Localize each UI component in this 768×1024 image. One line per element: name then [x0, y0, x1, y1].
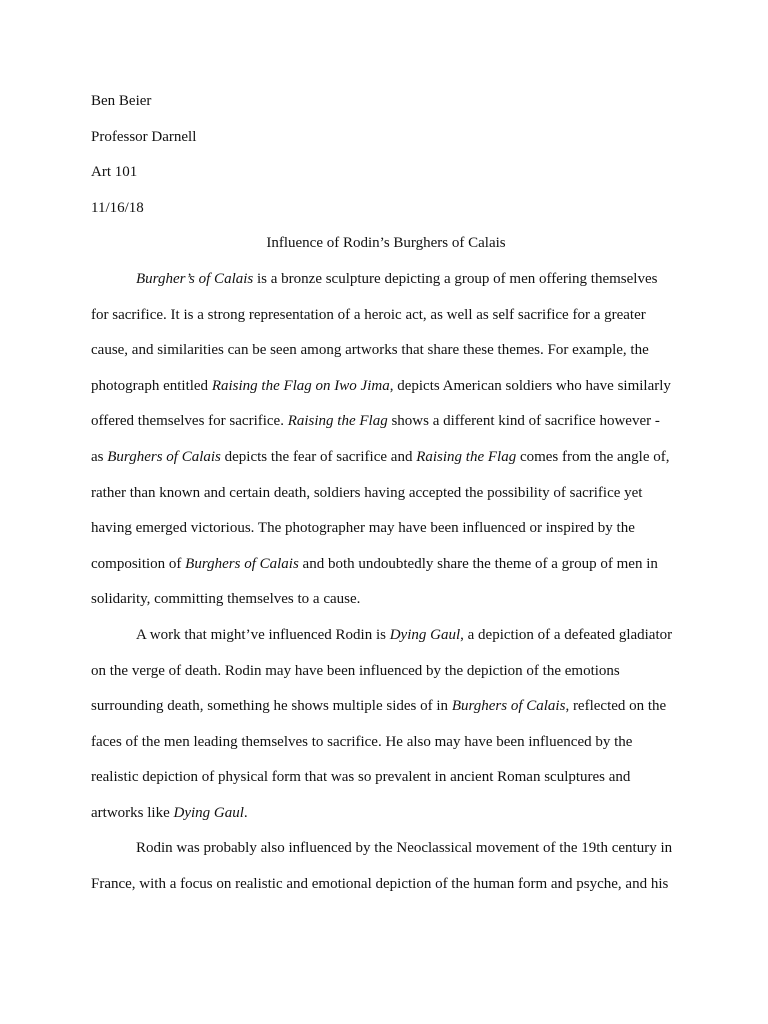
- italic-title: Raising the Flag: [416, 448, 517, 465]
- text-run: A work that might’ve influenced Rodin is: [136, 626, 390, 643]
- text-run: on the verge of death. Rodin may have been influenced by the depiction of the emotions: [91, 662, 620, 679]
- text-line: [91, 760, 681, 796]
- text-run: photograph entitled: [91, 377, 212, 394]
- text-run: surrounding death, something he shows multiple sides of in: [91, 698, 452, 715]
- text-line: [91, 867, 681, 903]
- text-run: solidarity, committing themselves to a cause.: [91, 591, 361, 608]
- author-name: Ben Beier: [91, 93, 152, 109]
- text-run: for sacrifice. It is a strong representation of a heroic act, as well as self sacrifice for a greater: [91, 306, 646, 323]
- italic-title: Burghers of Calais: [185, 555, 299, 572]
- text-run: having emerged victorious. The photographer may have been influenced or inspired by the: [91, 520, 635, 537]
- italic-title: Dying Gaul: [389, 626, 461, 643]
- text-run: composition of: [91, 555, 186, 572]
- text-line: [91, 547, 681, 583]
- paragraph: [91, 831, 681, 902]
- text-run: comes from the angle of,: [516, 448, 670, 465]
- document-title: Influence of Rodin’s Burghers of Calais: [266, 235, 506, 252]
- text-run: as: [91, 448, 108, 465]
- text-run: Rodin was probably also influenced by the Neoclassical movement of the 19th century in: [136, 840, 673, 857]
- text-run: depicts the fear of sacrifice and: [220, 448, 417, 465]
- italic-title: Burghers of Calais: [451, 698, 566, 715]
- text-line: [91, 582, 681, 618]
- text-run: artworks like: [91, 804, 174, 821]
- text-line: [91, 831, 681, 867]
- paragraph: [91, 262, 681, 618]
- professor-name: Professor Darnell: [91, 128, 197, 145]
- text-line: [91, 689, 681, 725]
- italic-title: Raising the Flag on Iwo Jima: [211, 377, 390, 394]
- italic-title: Raising the Flag: [287, 413, 388, 430]
- course-name: Art 101: [91, 164, 138, 181]
- text-run: faces of the men leading themselves to sacrifice. He also may have been influenced by the: [91, 733, 633, 750]
- document-date: 11/16/18: [91, 199, 144, 216]
- text-run: rather than known and certain death, soldiers having accepted the possibility of sacrifice yet: [91, 484, 643, 501]
- text-run: is a bronze sculpture depicting a group of men offering themselves: [253, 270, 658, 287]
- text-line: [91, 796, 681, 832]
- text-run: , depicts American soldiers who have similarly: [389, 377, 671, 394]
- text-run: France, with a focus on realistic and emotional depiction of the human form and psyche, and his: [91, 876, 669, 893]
- document-page: [91, 84, 681, 903]
- italic-title: Burghers of Calais: [107, 448, 221, 465]
- text-run: .: [243, 804, 248, 821]
- paragraph: [91, 618, 681, 832]
- text-line: [91, 440, 681, 476]
- text-run: offered themselves for sacrifice.: [91, 413, 288, 430]
- document-body: [91, 262, 681, 903]
- text-line: [91, 476, 681, 512]
- text-line: [91, 725, 681, 761]
- text-run: cause, and similarities can be seen among artworks that share these themes. For example, the: [91, 342, 649, 359]
- text-line: [91, 618, 681, 654]
- italic-title: Burgher’s of Calais: [136, 270, 254, 287]
- italic-title: Dying Gaul: [173, 804, 244, 821]
- text-line: [91, 333, 681, 369]
- text-line: [91, 262, 681, 298]
- text-line: [91, 404, 681, 440]
- text-line: [91, 511, 681, 547]
- text-line: [91, 369, 681, 405]
- text-run: shows a different kind of sacrifice however -: [387, 413, 660, 430]
- text-run: , reflected on the: [565, 698, 667, 715]
- text-run: , a depiction of a defeated gladiator: [460, 626, 673, 643]
- text-run: realistic depiction of physical form that was so prevalent in ancient Roman sculptures and: [91, 769, 631, 786]
- text-line: [91, 654, 681, 690]
- text-line: [91, 298, 681, 334]
- text-run: and both undoubtedly share the theme of a group of men in: [298, 555, 658, 572]
